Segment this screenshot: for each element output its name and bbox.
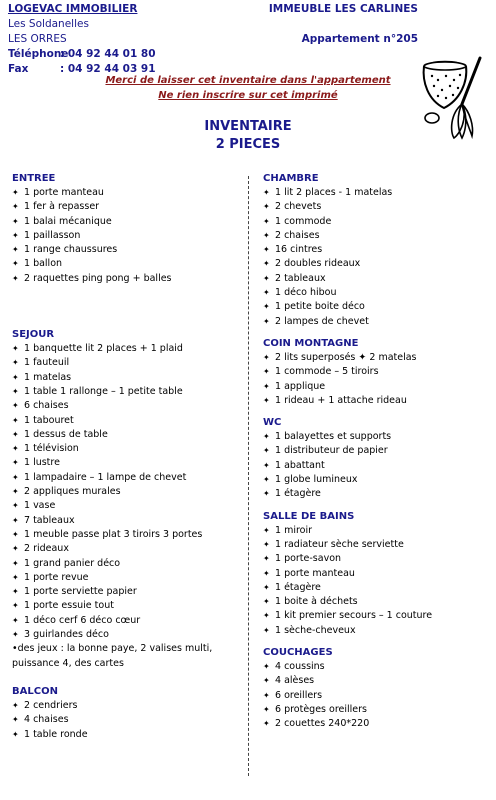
section-title: CHAMBRE (263, 173, 319, 184)
notice-line-2: Ne rien inscrire sur cet imprimé (158, 90, 338, 101)
left-column (12, 172, 238, 742)
list-item: ✦ 1 porte serviette papier (12, 585, 238, 599)
list-item: ✦ 4 chaises (12, 713, 238, 727)
section-title: ENTREE (12, 173, 56, 184)
list-item: ✦ 2 lampes de chevet (263, 315, 489, 329)
list-item: ✦ 1 globe lumineux (263, 473, 489, 487)
fax-number: : 04 92 44 03 91 (60, 63, 156, 75)
list-item: ✦ 1 vase (12, 499, 238, 513)
section-chambre (263, 172, 489, 329)
list-item: ✦ 1 porte revue (12, 571, 238, 585)
list-item: ✦ 2 chevets (263, 200, 489, 214)
list-item: ✦ 1 balai mécanique (12, 215, 238, 229)
list-item: ✦ 1 fer à repasser (12, 200, 238, 214)
list-item: ✦ 1 commode – 5 tiroirs (263, 365, 489, 379)
list-item: ✦ 16 cintres (263, 243, 489, 257)
list-item: ✦ 1 sèche-cheveux (263, 624, 489, 638)
list-item: ✦ 1 télévision (12, 442, 238, 456)
apartment-number: Appartement n°205 (301, 33, 418, 45)
list-item: ✦ 1 paillasson (12, 229, 238, 243)
company-town: LES ORRES (8, 33, 67, 45)
list-item: ✦ 1 range chaussures (12, 243, 238, 257)
list-item: ✦ 1 miroir (263, 524, 489, 538)
list-item: ✦ 1 boite à déchets (263, 595, 489, 609)
section-title: COIN MONTAGNE (263, 337, 359, 349)
list-item: ✦ 1 meuble passe plat 3 tiroirs 3 portes (12, 528, 238, 542)
list-item: ✦ 1 étagère (263, 581, 489, 595)
phone-label: Téléphone (8, 48, 69, 60)
column-divider (248, 176, 249, 776)
section-title: WC (263, 417, 282, 429)
section-salle-de-bains (263, 510, 489, 638)
phone-line (8, 47, 156, 62)
section-balcon (12, 685, 238, 742)
list-item: ✦ 3 guirlandes déco (12, 628, 238, 642)
list-item: ✦ 7 tableaux (12, 514, 238, 528)
games-note: •des jeux : la bonne paye, 2 valises multi, puissance 4, des cartes (12, 643, 213, 669)
list-item: ✦ 1 tabouret (12, 414, 238, 428)
phone-number: : 04 92 44 01 80 (60, 48, 156, 60)
section-title: COUCHAGES (263, 647, 333, 659)
list-item: ✦ 2 rideaux (12, 542, 238, 556)
section-title: BALCON (12, 685, 58, 697)
list-item: ✦ 1 porte manteau (12, 186, 238, 200)
document-subtitle: 2 PIECES (215, 137, 281, 152)
list-item: ✦ 6 protèges oreillers (263, 703, 489, 717)
list-item: ✦ 2 appliques murales (12, 485, 238, 499)
list-item: ✦ 1 grand panier déco (12, 557, 238, 571)
company-name: LOGEVAC IMMOBILIER (8, 3, 138, 15)
list-item: ✦ 1 table ronde (12, 728, 238, 742)
list-item: ✦ 1 étagère (263, 487, 489, 501)
list-item: ✦ 2 chaises (263, 229, 489, 243)
list-item: ✦ 2 tableaux (263, 272, 489, 286)
list-item: ✦ 6 chaises (12, 399, 238, 413)
list-item: ✦ 2 raquettes ping pong + balles (12, 272, 238, 286)
list-item: ✦ 1 applique (263, 380, 489, 394)
notice-line-1: Merci de laisser cet inventaire dans l'appartement (105, 75, 391, 86)
list-item: ✦ 1 table 1 rallonge – 1 petite table (12, 385, 238, 399)
list-item: ✦ 2 lits superposés ✦ 2 matelas (263, 351, 489, 365)
section-sejour (12, 328, 238, 671)
list-item: ✦ 1 dessus de table (12, 428, 238, 442)
list-item: ✦ 1 abattant (263, 459, 489, 473)
property-block (269, 2, 418, 47)
list-item: ✦ 1 porte-savon (263, 552, 489, 566)
section-title: SALLE DE BAINS (263, 510, 355, 522)
list-item: ✦ 2 cendriers (12, 699, 238, 713)
list-item: ✦ 1 banquette lit 2 places + 1 plaid (12, 342, 238, 356)
list-item: ✦ 1 porte manteau (263, 567, 489, 581)
list-item: ✦ 1 lustre (12, 456, 238, 470)
list-item: ✦ 1 porte essuie tout (12, 599, 238, 613)
company-street: Les Soldanelles (8, 18, 89, 30)
list-item: ✦ 1 ballon (12, 257, 238, 271)
list-item: ✦ 1 petite boite déco (263, 300, 489, 314)
right-column (263, 172, 489, 732)
list-item: ✦ 2 doubles rideaux (263, 257, 489, 271)
section-coin-montagne (263, 337, 489, 408)
document-title: INVENTAIRE (204, 119, 292, 134)
list-item: ✦ 1 distributeur de papier (263, 444, 489, 458)
list-item: ✦ 1 déco cerf 6 déco cœur (12, 614, 238, 628)
list-item: ✦ 1 radiateur sèche serviette (263, 538, 489, 552)
building-name: IMMEUBLE LES CARLINES (268, 3, 418, 15)
list-item: ✦ 1 fauteuil (12, 356, 238, 370)
list-item: ✦ 1 déco hibou (263, 286, 489, 300)
list-item: ✦ 4 alèses (263, 674, 489, 688)
section-entree (12, 172, 238, 286)
section-wc (263, 416, 489, 501)
fax-label: Fax (8, 63, 29, 75)
list-item: ✦ 1 kit premier secours – 1 couture (263, 609, 489, 623)
list-item: ✦ 1 commode (263, 215, 489, 229)
list-item: ✦ 1 lit 2 places - 1 matelas (263, 186, 489, 200)
list-item: ✦ 1 matelas (12, 371, 238, 385)
agency-block (8, 2, 156, 77)
section-couchages (263, 646, 489, 731)
list-item: ✦ 1 lampadaire – 1 lampe de chevet (12, 471, 238, 485)
list-item: ✦ 2 couettes 240*220 (263, 717, 489, 731)
list-item: ✦ 4 coussins (263, 660, 489, 674)
list-item: ✦ 1 rideau + 1 attache rideau (263, 394, 489, 408)
list-item: ✦ 1 balayettes et supports (263, 430, 489, 444)
section-title: SEJOUR (12, 329, 55, 341)
list-item: ✦ 6 oreillers (263, 689, 489, 703)
